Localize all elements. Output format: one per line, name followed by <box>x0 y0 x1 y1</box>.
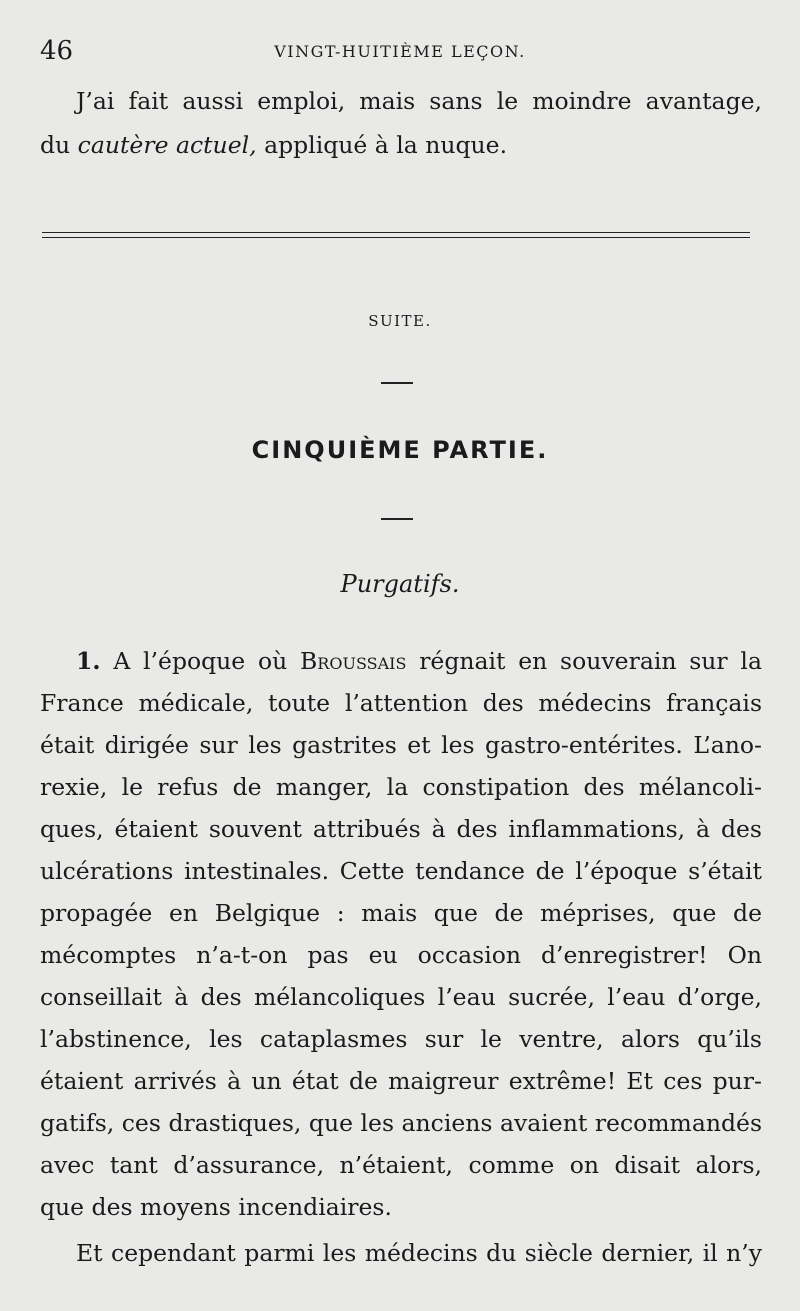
paragraph-1-line-1 <box>40 640 762 682</box>
paragraph-1-line: mécomptes n’a-t-on pas eu occasion d’enregistrer! On <box>40 941 762 969</box>
paragraph-1-text-b: régnait en souverain sur la <box>419 647 762 675</box>
intro-line-1: J’ai fait aussi emploi, mais sans le moindre avantage, <box>76 87 762 115</box>
paragraph-1-line: l’abstinence, les cataplasmes sur le ventre, alors qu’ils <box>40 1025 762 1053</box>
intro-line-2 <box>40 124 762 166</box>
paragraph-1-line: avec tant d’assurance, n’étaient, comme on disait alors, <box>40 1151 762 1179</box>
paragraph-2-line-1: Et cependant parmi les médecins du siècle dernier, il n’y <box>76 1239 762 1267</box>
paragraph-1-line: était dirigée sur les gastrites et les gastro-entérites. L’ano- <box>40 731 762 759</box>
double-rule-divider <box>42 232 750 238</box>
short-rule-divider <box>381 518 413 520</box>
paragraph-1-text-a: A l’époque où <box>113 647 288 675</box>
paragraph-1-line: France médicale, toute l’attention des médecins français <box>40 689 762 717</box>
part-title: CINQUIÈME PARTIE. <box>251 436 549 464</box>
paragraph-1-line: ulcérations intestinales. Cette tendance de l’époque s’était <box>40 857 762 885</box>
paragraph-number: 1. <box>76 647 101 675</box>
paragraph-1-line: propagée en Belgique : mais que de méprises, que de <box>40 899 762 927</box>
page-number: 46 <box>40 36 74 66</box>
section-title: Purgatifs. <box>340 570 460 598</box>
page-header <box>40 36 760 70</box>
author-name: Broussais <box>300 647 407 675</box>
intro-line-2-italic: cautère actuel, <box>77 131 257 159</box>
intro-line-2-pre: du <box>40 131 71 159</box>
paragraph-1-line: rexie, le refus de manger, la constipation des mélancoli- <box>40 773 762 801</box>
intro-line-2-post: appliqué à la nuque. <box>264 131 508 159</box>
paragraph-1-line: ques, étaient souvent attribués à des inflammations, à des <box>40 815 762 843</box>
paragraph-1-line: étaient arrivés à un état de maigreur extrême! Et ces pur- <box>40 1067 762 1095</box>
short-rule-divider <box>381 382 413 384</box>
suite-label: SUITE. <box>368 312 432 330</box>
running-head: VINGT-HUITIÈME LEÇON. <box>274 42 526 61</box>
paragraph-1-line: conseillait à des mélancoliques l’eau sucrée, l’eau d’orge, <box>40 983 762 1011</box>
paragraph-1-line: gatifs, ces drastiques, que les anciens avaient recommandés <box>40 1109 762 1137</box>
paragraph-1-last-line: que des moyens incendiaires. <box>40 1193 392 1221</box>
